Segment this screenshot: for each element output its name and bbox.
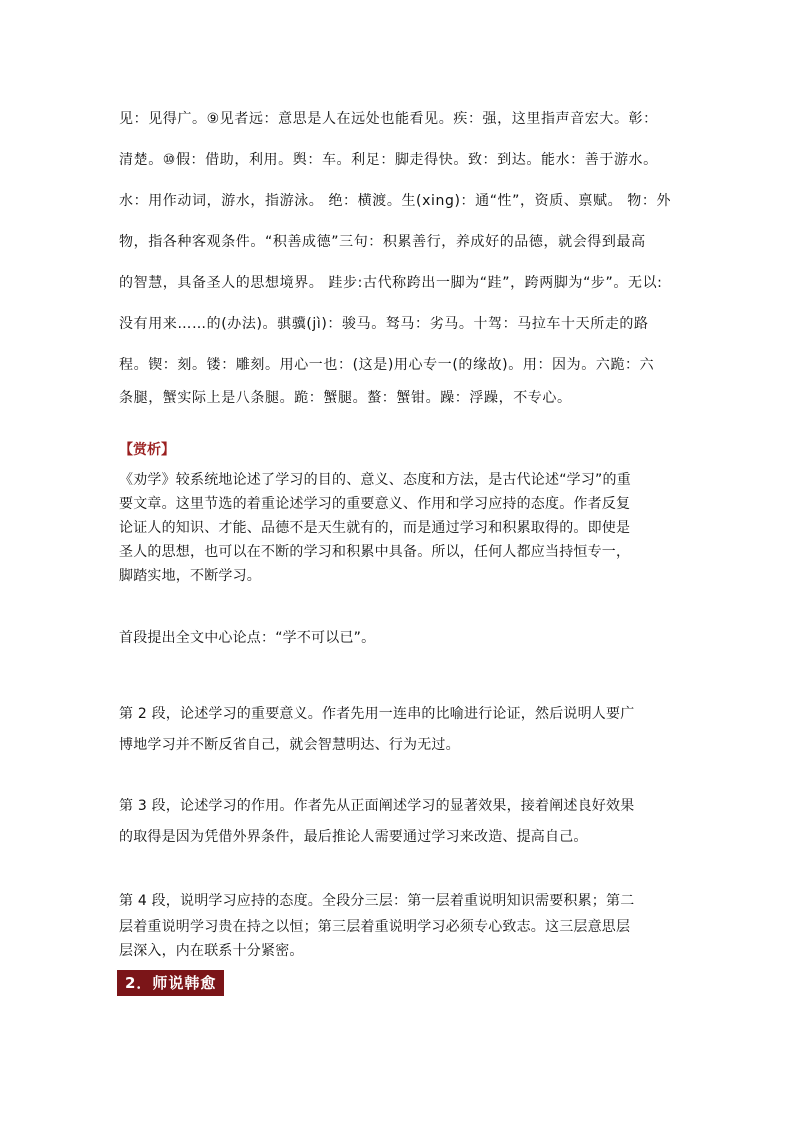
note-line: 的智慧，具备圣人的思想境界。 跬步:古代称跨出一脚为“跬”，跨两脚为“步”。无以: <box>119 275 663 291</box>
intro-line: 圣人的思想，也可以在不断的学习和积累中具备。所以，任何人都应当持恒专一， <box>119 544 631 560</box>
intro-line: 脚踏实地，不断学习。 <box>119 568 261 584</box>
paragraph-4-line: 层深入，内在联系十分紧密。 <box>119 943 304 959</box>
paragraph-3-line: 的取得是因为凭借外界条件，最后推论人需要通过学习来改造、提高自己。 <box>119 829 588 845</box>
note-line: 条腿，蟹实际上是八条腿。跪：蟹腿。螯：蟹钳。躁：浮躁，不专心。 <box>119 390 572 406</box>
note-line: 程。锲：刻。镂：雕刻。用心一也：(这是)用心专一(的缘故)。用：因为。六跪：六 <box>119 357 655 373</box>
intro-line: 论证人的知识、才能、品德不是天生就有的，而是通过学习和积累取得的。即使是 <box>119 520 631 536</box>
note-line: 见：见得广。⑨见者远：意思是人在远处也能看见。疾：强，这里指声音宏大。彰： <box>119 111 658 127</box>
next-section-label: 2．师说韩愈 <box>117 970 224 996</box>
note-line: 清楚。⑩假：借助，利用。舆：车。利足：脚走得快。致：到达。能水：善于游水。 <box>119 152 658 168</box>
paragraph-3-line: 第 3 段，论述学习的作用。作者先从正面阐述学习的显著效果，接着阐述良好效果 <box>119 798 635 814</box>
paragraph-1: 首段提出全文中心论点：“学不可以已”。 <box>119 630 376 646</box>
intro-line: 要文章。这里节选的着重论述学习的重要意义、作用和学习应持的态度。作者反复 <box>119 496 631 512</box>
intro-line: 《劝学》较系统地论述了学习的目的、意义、态度和方法，是古代论述“学习”的重 <box>119 472 631 488</box>
note-line: 没有用来……的(办法)。骐骥(jì)：骏马。驽马：劣马。十驾：马拉车十天所走的路 <box>119 316 649 332</box>
paragraph-2-line: 博地学习并不断反省自己，就会智慧明达、行为无过。 <box>119 737 460 753</box>
paragraph-4-line: 层着重说明学习贵在持之以恒；第三层着重说明学习必须专心致志。这三层意思层 <box>119 919 631 935</box>
paragraph-4-line: 第 4 段，说明学习应持的态度。全段分三层：第一层着重说明知识需要积累；第二 <box>119 893 635 909</box>
appreciation-heading: 【赏析】 <box>119 442 175 458</box>
note-line: 物，指各种客观条件。“积善成德”三句：积累善行，养成好的品德，就会得到最高 <box>119 234 646 250</box>
note-line: 水：用作动词，游水，指游泳。 绝：横渡。生(xing)：通“性”，资质、禀赋。 物：外 <box>119 193 672 209</box>
paragraph-2-line: 第 2 段，论述学习的重要意义。作者先用一连串的比喻进行论证，然后说明人要广 <box>119 706 635 722</box>
